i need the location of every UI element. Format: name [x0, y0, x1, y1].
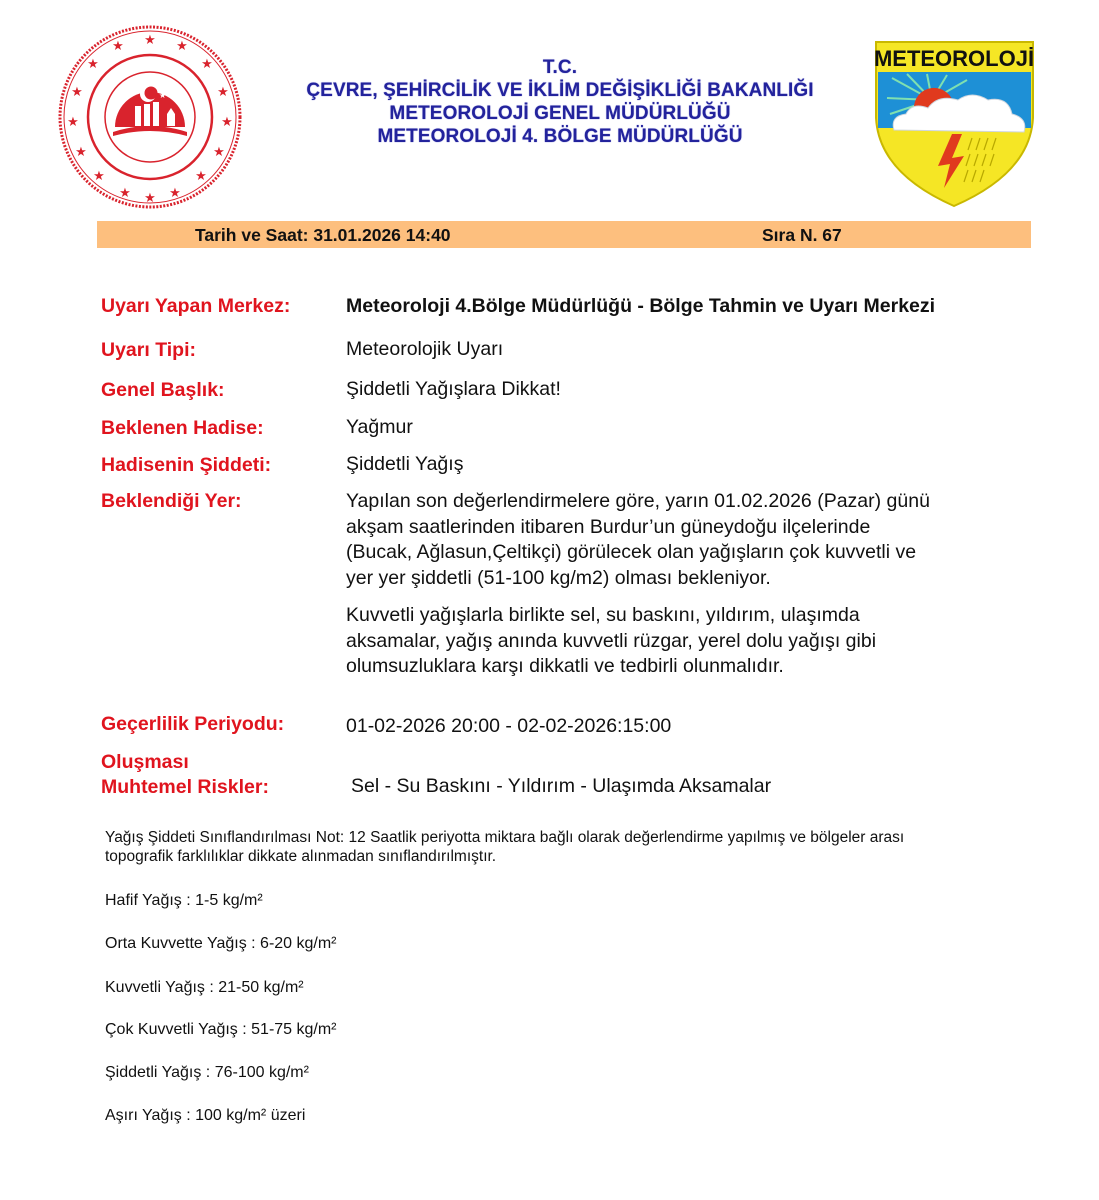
classification-item: Orta Kuvvette Yağış : 6-20 kg/m²	[105, 935, 337, 952]
svg-text:★: ★	[112, 39, 124, 54]
label-warning-type: Uyarı Tipi:	[101, 339, 196, 361]
svg-text:★: ★	[159, 91, 167, 100]
svg-text:★: ★	[201, 57, 213, 72]
header-line-ministry: ÇEVRE, ŞEHİRCİLİK VE İKLİM DEĞİŞİKLİĞİ BAKANLIĞI	[306, 80, 814, 101]
label-expected-event: Beklenen Hadise:	[101, 417, 264, 439]
text-line: olumsuzluklara karşı dikkatli ve tedbirli olunmalıdır.	[346, 655, 784, 677]
svg-text:★: ★	[67, 115, 79, 130]
ministry-seal-icon	[55, 22, 245, 212]
svg-text:★: ★	[144, 191, 156, 206]
value-warning-type: Meteorolojik Uyarı	[346, 338, 504, 360]
value-validity-period: 01-02-2026 20:00 - 02-02-2026:15:00	[346, 715, 672, 737]
note-line: Yağış Şiddeti Sınıflandırılması Not: 12 Saatlik periyotta miktara bağlı olarak değerlendirme yapılmış ve bölgeler arası	[105, 829, 905, 846]
header-line-tc: T.C.	[542, 57, 578, 78]
value-expected-location-paragraph-2	[346, 603, 1046, 680]
label-possible-risks-line1: Oluşması	[101, 751, 189, 773]
svg-text:★: ★	[75, 145, 87, 160]
classification-note	[105, 828, 1085, 866]
classification-item: Aşırı Yağış : 100 kg/m² üzeri	[105, 1107, 306, 1124]
svg-text:★: ★	[176, 39, 188, 54]
classification-item: Hafif Yağış : 1-5 kg/m²	[105, 892, 263, 909]
label-expected-location: Beklendiği Yer:	[101, 490, 242, 512]
date-time: Tarih ve Saat: 31.01.2026 14:40	[195, 225, 451, 245]
value-possible-risks: Sel - Su Baskını - Yıldırım - Ulaşımda Aksamalar	[351, 775, 772, 797]
meteoroloji-shield-icon	[872, 38, 1037, 208]
label-warning-center: Uyarı Yapan Merkez:	[101, 295, 291, 317]
header-line-regional-directorate: METEOROLOJİ 4. BÖLGE MÜDÜRLÜĞÜ	[377, 126, 743, 147]
classification-item: Çok Kuvvetli Yağış : 51-75 kg/m²	[105, 1021, 337, 1038]
svg-text:★: ★	[144, 33, 156, 48]
value-expected-event: Yağmur	[346, 416, 413, 438]
classification-item: Şiddetli Yağış : 76-100 kg/m²	[105, 1064, 309, 1081]
text-line: akşam saatlerinden itibaren Burdur’un güneydoğu ilçelerinde	[346, 515, 871, 538]
value-expected-location-paragraph-1	[346, 489, 1046, 591]
text-line: Yapılan son değerlendirmelere göre, yarın 01.02.2026 (Pazar) günü	[346, 490, 930, 512]
svg-text:★: ★	[221, 115, 233, 130]
svg-text:★: ★	[87, 57, 99, 72]
text-line: Kuvvetli yağışlarla birlikte sel, su baskını, yıldırım, ulaşımda	[346, 604, 860, 626]
label-validity-period: Geçerlilik Periyodu:	[101, 713, 285, 735]
svg-text:★: ★	[71, 85, 83, 100]
text-line: aksamalar, yağış anında kuvvetli rüzgar, yerel dolu yağışı gibi	[346, 629, 877, 652]
info-bar	[97, 221, 1031, 248]
svg-text:METEOROLOJİ: METEOROLOJİ	[873, 46, 1035, 71]
value-general-title: Şiddetli Yağışlara Dikkat!	[346, 378, 561, 400]
svg-text:★: ★	[119, 186, 131, 201]
classification-item: Kuvvetli Yağış : 21-50 kg/m²	[105, 979, 304, 996]
svg-text:★: ★	[213, 145, 225, 160]
note-line: topografik farklılıklar dikkate alınmadan sınıflandırılmıştır.	[105, 848, 497, 865]
label-possible-risks-line2: Muhtemel Riskler:	[101, 776, 269, 798]
svg-text:★: ★	[195, 169, 207, 184]
value-warning-center: Meteoroloji 4.Bölge Müdürlüğü - Bölge Tahmin ve Uyarı Merkezi	[346, 295, 936, 317]
value-event-severity: Şiddetli Yağış	[346, 453, 464, 475]
label-general-title: Genel Başlık:	[101, 379, 225, 401]
sequence-number: Sıra N. 67	[762, 225, 842, 245]
header-line-general-directorate: METEOROLOJİ GENEL MÜDÜRLÜĞÜ	[389, 103, 731, 124]
svg-text:★: ★	[217, 85, 229, 100]
svg-text:★: ★	[169, 186, 181, 201]
text-line: (Bucak, Ağlasun,Çeltikçi) görülecek olan yağışların çok kuvvetli ve	[346, 541, 917, 563]
text-line: yer yer şiddetli (51-100 kg/m2) olması bekleniyor.	[346, 566, 771, 589]
header	[260, 56, 860, 148]
label-event-severity: Hadisenin Şiddeti:	[101, 454, 272, 476]
svg-text:★: ★	[93, 169, 105, 184]
